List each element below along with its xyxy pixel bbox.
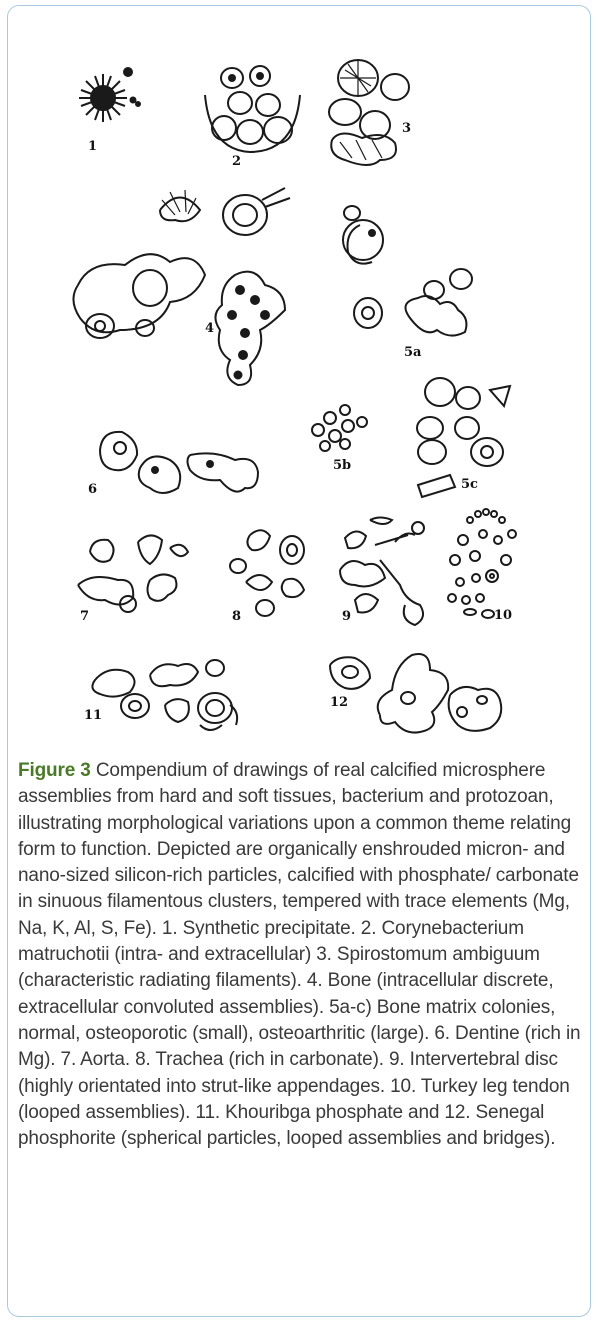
- panel-8-drawing: [230, 530, 304, 624]
- figure-caption: [18, 758, 584, 1152]
- panel-5c-drawing: [417, 378, 510, 497]
- figure-caption-text: Compendium of drawings of real calcified microsphere assemblies from hard and soft tissues, bacterium and protozoan, illustrating morphological variations upon a common theme relating form to function. Depicted are organically enshrouded micron- and nano-sized silicon-rich particles, calcified with phosphate/ carbonate in sinuous filamentous clusters, tempered with trace elements (Mg, Na, K, Al, S, Fe). 1. Synthetic precipitate. 2. Corynebacterium matruchotii (intra- and extracellular) 3. Spirostomum ambiguum (characteristic radiating filaments). 4. Bone (intracellular discrete, extracellular convoluted assemblies). 5a-c) Bone matrix colonies, normal, osteoporotic (small), osteoarthritic (large). 6. Dentine (rich in Mg). 7. Aorta. 8. Trachea (rich in carbonate). 9. Intervertebral disc (highly orientated into strut-like appendages. 10. Turkey leg tendon (looped assemblies). 11. Khouribga phosphate and 12. Senegal phosphorite (spherical particles, looped assemblies and bridges).: [18, 760, 581, 1150]
- panel-label-8: 8: [232, 609, 242, 624]
- panel-11-drawing: [84, 660, 237, 730]
- panel-12-drawing: [330, 654, 501, 733]
- panel-3-drawing: [329, 60, 411, 165]
- panel-label-11: 11: [84, 708, 103, 723]
- panel-label-12: 12: [330, 695, 349, 710]
- panel-label-9: 9: [342, 609, 352, 624]
- panel-6-drawing: [88, 432, 258, 497]
- panel-1-drawing: [79, 68, 140, 154]
- panel-4-drawing: [73, 188, 290, 385]
- panel-5a-drawing: [343, 206, 472, 360]
- panel-label-6: 6: [88, 482, 98, 497]
- panel-label-5a: 5a: [404, 345, 422, 360]
- figure-label: Figure 3: [18, 760, 91, 781]
- panel-label-5b: 5b: [333, 458, 352, 473]
- panel-5b-drawing: [312, 405, 367, 473]
- panel-7-drawing: [78, 535, 188, 624]
- panel-2-drawing: [205, 66, 300, 169]
- panel-10-drawing: [448, 509, 516, 623]
- panel-label-7: 7: [80, 609, 90, 624]
- panel-label-4: 4: [205, 321, 215, 336]
- panel-label-2: 2: [232, 154, 242, 169]
- panel-label-5c: 5c: [461, 477, 478, 492]
- panel-9-drawing: [340, 518, 424, 626]
- panel-label-1: 1: [88, 139, 98, 154]
- panel-label-3: 3: [402, 121, 412, 136]
- panel-label-10: 10: [494, 608, 513, 623]
